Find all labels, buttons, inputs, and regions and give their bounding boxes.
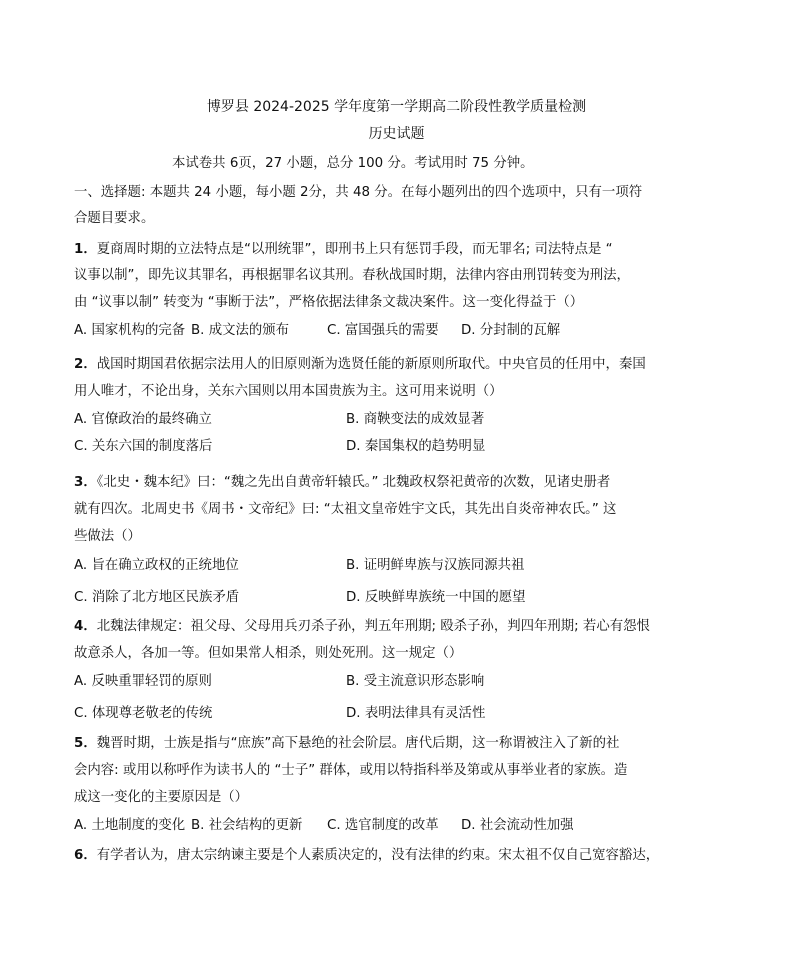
question-2-number: 2． <box>74 357 97 372</box>
question-1-line-2: 议事以制”，即先议其罪名，再根据罪名议其刑。春秋战国时期，法律内容由刑罚转变为刑法， <box>74 268 630 283</box>
question-5-line-2: 会内容: 或用以称呼作为读书人的 “士子” 群体，或用以特指科举及第或从事举业者的家族。造 <box>74 763 628 778</box>
question-3-line-2: 就有四次。北周史书《周书・文帝纪》曰: “太祖文皇帝姓宇文氏，其先出自炎帝神农氏。” 这 <box>74 502 617 517</box>
question-4-line-1: 4．北魏法律规定：祖父母、父母用兵刃杀子孙，判五年刑期; 殴杀子孙，判四年刑期; 若心有怨恨 <box>74 619 650 634</box>
question-1-option-d: D. 分封制的瓦解 <box>461 323 561 338</box>
question-2-option-c: C. 关东六国的制度落后 <box>74 439 213 454</box>
question-4-number: 4． <box>74 619 97 634</box>
question-2-line-2: 用人唯才，不论出身，关东六国则以用本国贵族为主。这可用来说明（） <box>74 384 503 399</box>
exam-info: 本试卷共 6页，27 小题，总分 100 分。考试用时 75 分钟。 <box>172 156 534 171</box>
question-1-line-3: 由 “议事以制” 转变为 “事断于法”，严格依据法律条文裁决案件。这一变化得益于（） <box>74 295 584 310</box>
exam-title: 博罗县 2024-2025 学年度第一学期高二阶段性教学质量检测 <box>206 99 587 115</box>
question-3-option-c: C. 消除了北方地区民族矛盾 <box>74 590 240 605</box>
question-2-line-1: 2．战国时期国君依据宗法用人的旧原则渐为选贤任能的新原则所取代。中央官员的任用中，秦国 <box>74 357 646 372</box>
question-3-option-a: A. 旨在确立政权的正统地位 <box>74 558 239 573</box>
question-4-option-d: D. 表明法律具有灵活性 <box>346 706 486 721</box>
exam-subject: 历史试题 <box>368 126 425 142</box>
section-heading-line1: 一、选择题: 本题共 24 小题，每小题 2分，共 48 分。在每小题列出的四个选项中，只有一项符 <box>74 185 643 200</box>
question-3-option-b: B. 证明鲜卑族与汉族同源共祖 <box>346 558 525 573</box>
question-5-option-b: B. 社会结构的更新 <box>191 818 303 833</box>
question-4-option-c: C. 体现尊老敬老的传统 <box>74 706 213 721</box>
question-3-line-3: 些做法（） <box>74 529 141 544</box>
question-3-line-1: 3．《北史・魏本纪》曰：“魏之先出自黄帝轩辕氏。” 北魏政权祭祀黄帝的次数，见诸史册者 <box>74 475 611 490</box>
question-5-line-1: 5．魏晋时期，士族是指与“庶族”高下悬绝的社会阶层。唐代后期，这一称谓被注入了新的社 <box>74 736 620 751</box>
question-4-line-2: 故意杀人，各加一等。但如果常人相杀，则处死刑。这一规定（） <box>74 646 463 661</box>
question-1-line-1: 1．夏商周时期的立法特点是“以刑统罪”，即刑书上只有惩罚手段，而无罪名; 司法特点是 “ <box>74 242 613 257</box>
question-5-number: 5． <box>74 736 97 751</box>
question-2-option-d: D. 秦国集权的趋势明显 <box>346 439 486 454</box>
question-5-option-d: D. 社会流动性加强 <box>461 818 574 833</box>
question-6-line-1: 6．有学者认为，唐太宗纳谏主要是个人素质决定的，没有法律的约束。宋太祖不仅自己宽容豁达， <box>74 848 660 863</box>
question-6-number: 6． <box>74 848 97 863</box>
question-1-option-a: A. 国家机构的完备 <box>74 323 186 338</box>
question-3-number: 3． <box>74 475 97 490</box>
question-3-option-d: D. 反映鲜卑族统一中国的愿望 <box>346 590 526 605</box>
question-5-line-3: 成这一变化的主要原因是（） <box>74 790 249 805</box>
question-5-option-c: C. 选官制度的改革 <box>327 818 439 833</box>
question-2-option-a: A. 官僚政治的最终确立 <box>74 412 212 427</box>
question-5-option-a: A. 土地制度的变化 <box>74 818 186 833</box>
section-heading-line2: 合题目要求。 <box>74 211 155 226</box>
question-1-number: 1． <box>74 242 97 257</box>
question-1-option-c: C. 富国强兵的需要 <box>327 323 439 338</box>
question-4-option-a: A. 反映重罪轻罚的原则 <box>74 674 212 689</box>
question-1-option-b: B. 成文法的颁布 <box>191 323 290 338</box>
question-2-option-b: B. 商鞅变法的成效显著 <box>346 412 485 427</box>
question-4-option-b: B. 受主流意识形态影响 <box>346 674 485 689</box>
